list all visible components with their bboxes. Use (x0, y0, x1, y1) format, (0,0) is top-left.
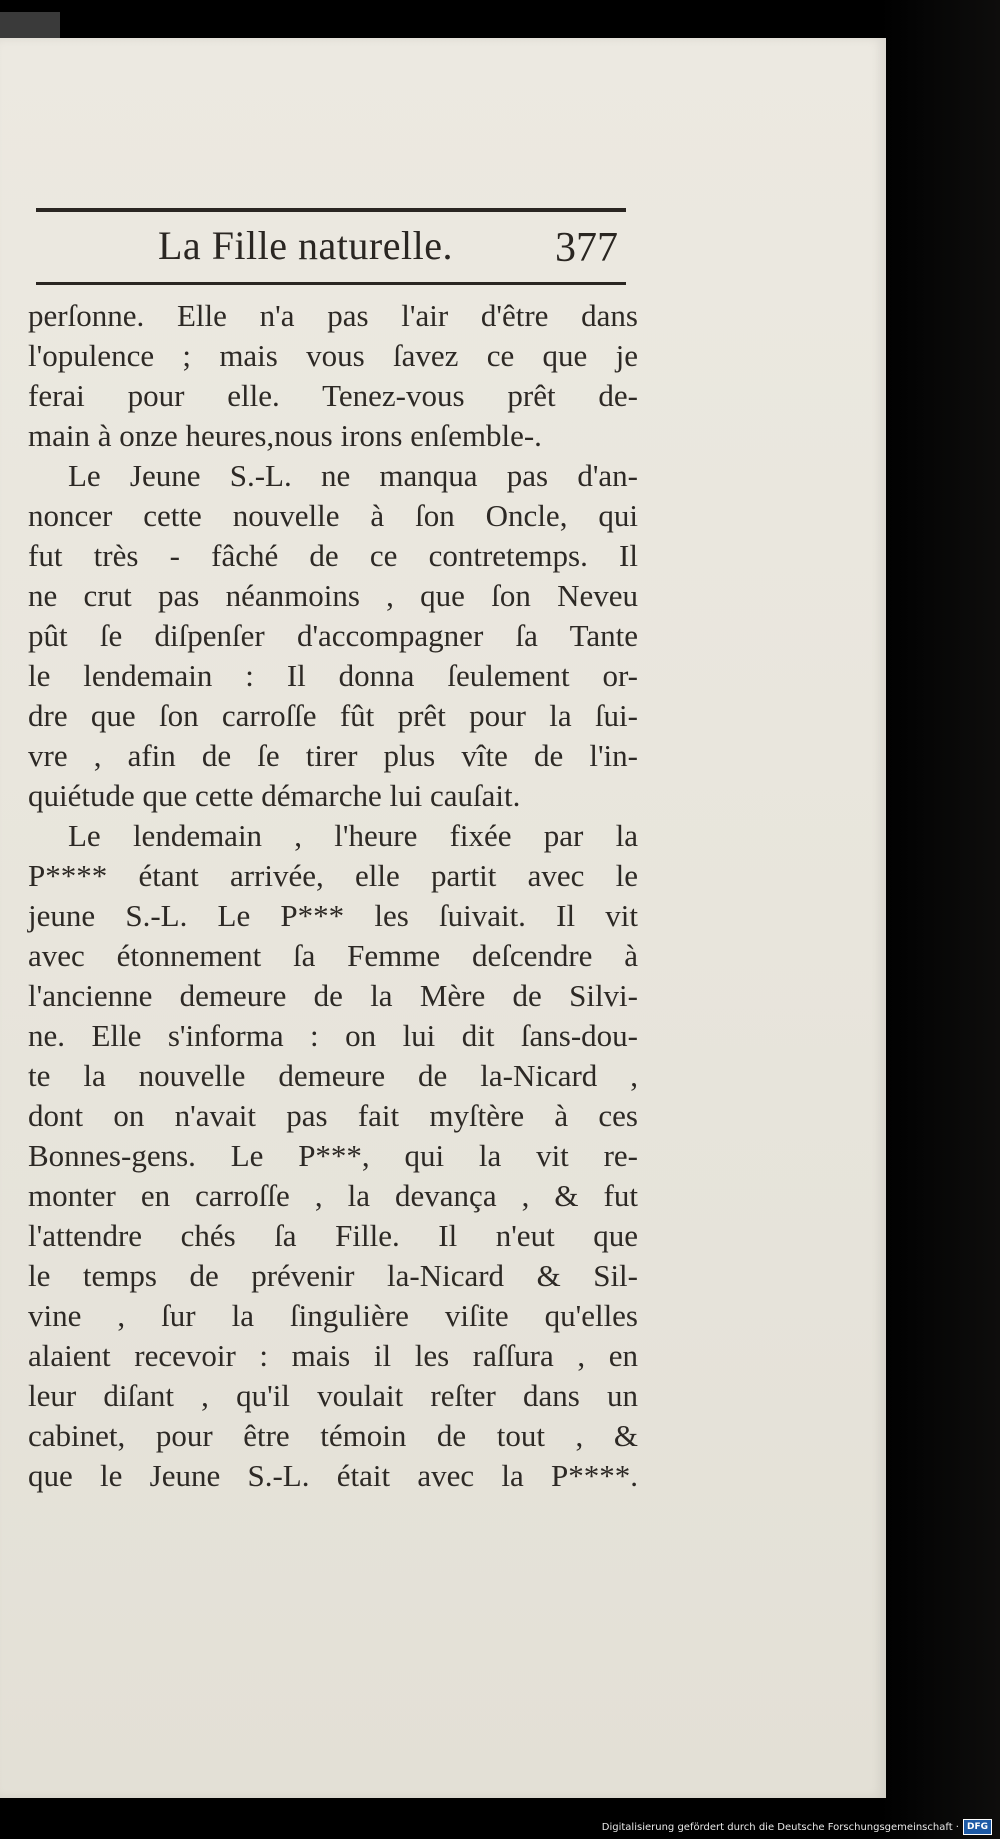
text-line: vre , afin de ſe tirer plus vîte de l'in- (28, 738, 638, 773)
page-number: 377 (555, 225, 618, 271)
text-line: cabinet, pour être témoin de tout , & (28, 1418, 638, 1453)
text-line: leur diſant , qu'il voulait reſter dans un (28, 1378, 638, 1413)
text-line: le lendemain : Il donna ſeulement or- (28, 658, 638, 693)
text-line: P**** étant arrivée, elle partit avec le (28, 858, 638, 893)
text-line: alaient recevoir : mais il les raſſura , en (28, 1338, 638, 1373)
text-line: perſonne. Elle n'a pas l'air d'être dans (28, 298, 638, 333)
text-line: l'ancienne demeure de la Mère de Silvi- (28, 978, 638, 1013)
page-header (36, 208, 626, 285)
running-title: La Fille naturelle. (158, 223, 453, 268)
page-edge-dark-corner (0, 12, 60, 38)
text-line: que le Jeune S.-L. était avec la P****. (28, 1458, 638, 1493)
text-line: vine , ſur la ſingulière viſite qu'elles (28, 1298, 638, 1333)
text-line: l'attendre chés ſa Fille. Il n'eut que (28, 1218, 638, 1253)
text-line: pût ſe diſpenſer d'accompagner ſa Tante (28, 618, 638, 653)
credit-text: Digitalisierung gefördert durch die Deutsche Forschungsgemeinschaft · (601, 1821, 959, 1833)
text-line: l'opulence ; mais vous ſavez ce que je (28, 338, 638, 373)
text-line: Bonnes-gens. Le P***, qui la vit re- (28, 1138, 638, 1173)
dfg-logo: DFG (963, 1819, 992, 1835)
body-text (28, 296, 638, 1496)
text-line: avec étonnement ſa Femme deſcendre à (28, 938, 638, 973)
text-line: Le Jeune S.-L. ne manqua pas d'an- (68, 458, 638, 493)
text-line: ne. Elle s'informa : on lui dit ſans-dou- (28, 1018, 638, 1053)
text-line: quiétude que cette démarche lui cauſait. (28, 778, 521, 813)
book-page (0, 38, 886, 1798)
text-line: main à onze heures,nous irons enſemble-. (28, 418, 542, 453)
text-line: dre que ſon carroſſe fût prêt pour la ſui- (28, 698, 638, 733)
text-line: te la nouvelle demeure de la-Nicard , (28, 1058, 638, 1093)
text-line: ne crut pas néanmoins , que ſon Neveu (28, 578, 638, 613)
text-line: ferai pour elle. Tenez-vous prêt de- (28, 378, 638, 413)
text-line: Le lendemain , l'heure fixée par la (68, 818, 638, 853)
text-line: noncer cette nouvelle à ſon Oncle, qui (28, 498, 638, 533)
text-line: dont on n'avait pas fait myſtère à ces (28, 1098, 638, 1133)
digitization-credit (602, 1818, 992, 1836)
text-line: monter en carroſſe , la devança , & fut (28, 1178, 638, 1213)
book-gutter-shadow (880, 0, 1000, 1839)
text-line: le temps de prévenir la-Nicard & Sil- (28, 1258, 638, 1293)
text-line: jeune S.-L. Le P*** les ſuivait. Il vit (28, 898, 638, 933)
text-line: fut très - fâché de ce contretemps. Il (28, 538, 638, 573)
